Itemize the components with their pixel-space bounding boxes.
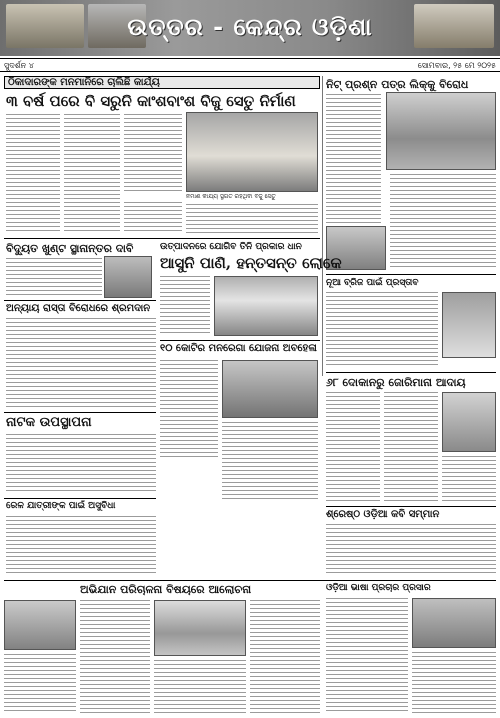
article-8-body-col2 — [384, 392, 438, 502]
article-5-photo — [442, 292, 496, 358]
article-6-headline: ଅନ୍ୟାୟ ରାସ୍ତା ବିରୋଧରେ ଶ୍ରମଦାନ — [6, 303, 151, 314]
article-3-body — [6, 258, 102, 298]
article-13-headline: ଓଡ଼ିଆ ଭାଷା ପ୍ରଚାର ପ୍ରସାର — [326, 583, 431, 593]
article-8-body — [326, 392, 380, 502]
article-13-body — [326, 598, 408, 714]
article-9-body — [6, 434, 156, 494]
divider — [326, 506, 496, 507]
article-1-body-col4 — [124, 202, 182, 234]
article-3-photo — [104, 256, 152, 298]
article-9-headline: ନାଟକ ଉପସ୍ଥାପନା — [6, 415, 92, 430]
article-7-body — [160, 360, 218, 460]
divider — [326, 372, 496, 373]
divider — [160, 340, 320, 341]
article-12-body-col1 — [4, 654, 76, 714]
article-12-photo-left — [4, 600, 76, 650]
article-12-photo-center — [154, 600, 246, 656]
article-12-body-col3 — [154, 660, 246, 714]
article-4-kicker: ଉତ୍ପାଦନରେ ଯୋଗିବ ତିନି ପ୍ରକାର ଧାନ — [160, 242, 302, 252]
article-1-body-col1 — [6, 114, 60, 234]
article-1-caption: ନିର୍ମାଣ କାର୍ଯ୍ୟ ସ୍ଥଗିତ ରହିଥିବା ବିଜୁ ସେତୁ — [186, 194, 276, 200]
article-13-body-col2 — [412, 652, 496, 714]
article-1-headline: ୩ ବର୍ଷ ପରେ ବି ସରୁନି କାଂଶବାଂଶ ବିଜୁ ସେତୁ ନିର୍ମାଣ — [6, 92, 296, 110]
divider — [326, 274, 496, 275]
divider — [4, 300, 156, 301]
article-7-body-col2 — [222, 422, 318, 502]
article-11-body — [6, 516, 156, 576]
article-2-body — [326, 94, 381, 224]
article-2-headline: ନିଟ୍ ପ୍ରଶ୍ନ ପତ୍ର ଲିକ୍‌କୁ ବିରୋଧ — [326, 78, 469, 91]
article-1-photo — [186, 112, 318, 192]
article-6-body — [6, 318, 156, 408]
divider — [4, 498, 156, 499]
article-4-headline: ଆସୁନି ପାଣି, ହନ୍ତସନ୍ତ ଲୋକେ — [160, 254, 342, 272]
article-7-headline: ୧୦ କୋଟିର ମନରେଗା ଯୋଜନା ଅବହେଳା — [160, 343, 317, 354]
article-1-body-col5 — [186, 204, 318, 234]
section-banner — [0, 0, 500, 56]
article-1-body-col2 — [64, 114, 120, 234]
divider — [4, 580, 496, 581]
article-4-photo — [214, 276, 318, 336]
article-7-photo — [222, 360, 318, 418]
article-1-kicker: ଠିକାଦାରଙ୍କ ମନମାନିରେ ଚାଲିଛି କାର୍ଯ୍ୟ — [8, 77, 160, 88]
article-11-headline: ରେଳ ଯାତ୍ରୀଙ୍କ ପାଇଁ ଅସୁବିଧା — [6, 501, 116, 511]
article-13-photo — [412, 598, 496, 648]
article-5-headline: ନୂଆ ବ୍ରିଜ ପାଇଁ ପ୍ରସ୍ତାବ — [326, 278, 419, 288]
section-title: ଉତ୍ତର - କେନ୍ଦ୍ର ଓଡ଼ିଶା — [127, 12, 373, 41]
page-number: ସୁଦର୍ଶନ ୪ — [4, 61, 34, 70]
article-8-headline: ୬୮ ଦୋକାନରୁ ଜୋରିମାନା ଆଦାୟ — [326, 376, 466, 389]
issue-date: ସୋମବାର, ୨୫ ମେ ୨୦୨୫ — [417, 61, 496, 70]
article-8-photo — [442, 392, 496, 452]
folio-bar — [0, 58, 500, 72]
article-5-body — [326, 292, 438, 368]
article-10-headline: ଶ୍ରେଷ୍ଠ ଓଡ଼ିଆ କବି ସମ୍ମାନ — [326, 509, 440, 520]
divider — [4, 412, 156, 413]
article-2-body-col2 — [390, 174, 496, 270]
article-12-body-col2 — [80, 600, 150, 714]
article-1-body-col3 — [124, 114, 182, 194]
article-4-body — [160, 276, 210, 336]
divider — [4, 238, 320, 239]
article-3-headline: ବିଦ୍ୟୁତ ଖୁଣ୍ଟ ସ୍ଥାନାନ୍ତର ଦାବି — [6, 242, 134, 255]
article-10-body — [326, 524, 496, 574]
article-12-headline: ଅଭିଯାନ ପରିଚାଳନା ବିଷୟରେ ଆଲୋଚନା — [80, 583, 252, 596]
article-12-body-col4 — [250, 600, 320, 714]
column-divider — [322, 76, 323, 376]
article-2-photo — [386, 92, 496, 170]
article-8-body-col3 — [442, 456, 496, 502]
